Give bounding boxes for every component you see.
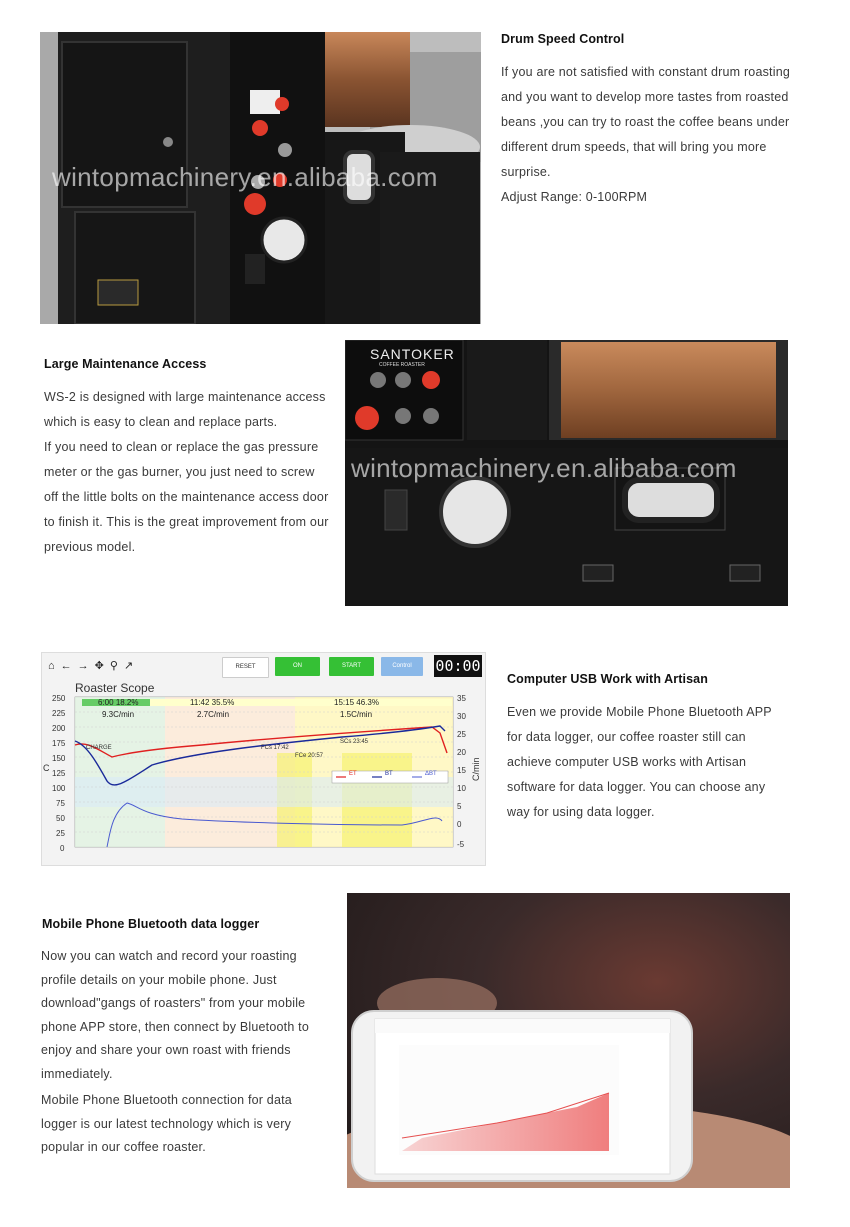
watermark-text: wintopmachinery.en.alibaba.com: [52, 162, 438, 192]
section-body-drum-speed: [501, 60, 791, 210]
zoom-icon: ⚲: [109, 660, 124, 672]
y-tick-right: 20: [457, 748, 466, 757]
y-tick-right: 5: [457, 802, 462, 811]
drum-speed-photo: [40, 32, 481, 324]
phase-label-time: 6:00 18.2%: [98, 698, 139, 707]
y-tick-right: -5: [457, 840, 465, 849]
legend-dbt: ΔBT: [425, 771, 437, 777]
y-tick: 200: [52, 724, 66, 733]
y-tick-right: 25: [457, 730, 466, 739]
y-tick: 50: [56, 814, 65, 823]
y-tick-right: 35: [457, 694, 466, 703]
section-body-artisan: [507, 700, 787, 825]
back-arrow-icon: ←: [60, 660, 78, 672]
event-label-scs: SCs 23:45: [340, 739, 369, 745]
section-body-bluetooth: [41, 945, 329, 1160]
paragraph: If you need to clean or replace the gas pressure meter or the gas burner, you just need to screw off the little bolts on the maintenance access door to finish it. This is the great improvement from our previous model.: [44, 440, 329, 554]
phase-label-time: 15:15 46.3%: [334, 698, 379, 707]
maintenance-access-photo: [345, 340, 788, 606]
move-icon: ✥: [94, 660, 110, 672]
y-tick: 100: [52, 784, 66, 793]
plot-title: Roaster Scope: [75, 681, 155, 695]
reset-button: RESET: [222, 657, 269, 678]
event-label-charge: CHARGE: [86, 745, 112, 751]
forward-arrow-icon: →: [77, 660, 95, 672]
event-label-fce: FCe 20:57: [295, 753, 324, 759]
event-label-fcs: FCs 17:42: [261, 745, 289, 751]
y-axis-label-right: C/min: [471, 757, 481, 781]
y-tick: 25: [56, 829, 65, 838]
control-button: Control: [381, 657, 423, 676]
section-title-artisan: Computer USB Work with Artisan: [507, 672, 708, 686]
phone-illustration: [347, 893, 790, 1188]
roast-curve-plot: [42, 653, 485, 865]
panel-brand-sublabel: COFFEE ROASTER: [379, 362, 425, 368]
legend-et: ET: [349, 771, 357, 777]
chart-icon: ↗: [123, 660, 140, 672]
y-tick: 175: [52, 739, 66, 748]
home-icon: ⌂: [48, 660, 61, 672]
on-button: ON: [275, 657, 320, 676]
y-tick: 250: [52, 694, 66, 703]
section-title-drum-speed: Drum Speed Control: [501, 32, 625, 46]
watermark-text: wintopmachinery.en.alibaba.com: [351, 453, 737, 483]
section-title-bluetooth: Mobile Phone Bluetooth data logger: [42, 917, 260, 931]
y-tick: 0: [60, 844, 65, 853]
paragraph: Even we provide Mobile Phone Bluetooth APP for data logger, our coffee roaster still can achieve computer USB works with Artisan software for data logger. You can choose any way for using data logger.: [507, 705, 772, 819]
paragraph: Adjust Range: 0-100RPM: [501, 190, 648, 204]
y-axis-label-left: C: [43, 763, 50, 773]
y-tick: 75: [56, 799, 65, 808]
phase-label-rate: 2.7C/min: [197, 710, 230, 719]
timer-display: 00:00: [435, 657, 481, 675]
y-tick: 225: [52, 709, 66, 718]
y-tick-right: 15: [457, 766, 466, 775]
section-title-maintenance: Large Maintenance Access: [44, 357, 207, 371]
section-body-maintenance: [44, 385, 329, 560]
y-tick-right: 0: [457, 820, 462, 829]
artisan-screenshot: [41, 652, 486, 866]
y-tick-right: 30: [457, 712, 466, 721]
y-tick: 150: [52, 754, 66, 763]
panel-brand-label: SANTOKER: [370, 346, 455, 362]
paragraph: Now you can watch and record your roasting profile details on your mobile phone. Just download"gangs of roasters" from your mobile phone APP store, then connect by Bluetooth to enjoy and share your own roast with friends immediately.: [41, 949, 309, 1081]
phase-label-time: 11:42 35.5%: [190, 698, 235, 707]
y-tick-right: 10: [457, 784, 466, 793]
paragraph: WS-2 is designed with large maintenance access which is easy to clean and replace parts.: [44, 390, 326, 429]
bluetooth-phone-photo: [347, 893, 790, 1188]
phase-label-rate: 1.5C/min: [340, 710, 373, 719]
phase-label-rate: 9.3C/min: [102, 710, 135, 719]
start-button: START: [329, 657, 374, 676]
paragraph: Mobile Phone Bluetooth connection for data logger is our latest technology which is very popular in our coffee roaster.: [41, 1093, 292, 1154]
paragraph: If you are not satisfied with constant drum roasting and you want to develop more tastes from roasted beans ,you can try to roast the coffee beans under different drum speeds, that will bring you more surprise.: [501, 65, 791, 179]
legend-bt: BT: [385, 771, 393, 777]
y-tick: 125: [52, 769, 66, 778]
